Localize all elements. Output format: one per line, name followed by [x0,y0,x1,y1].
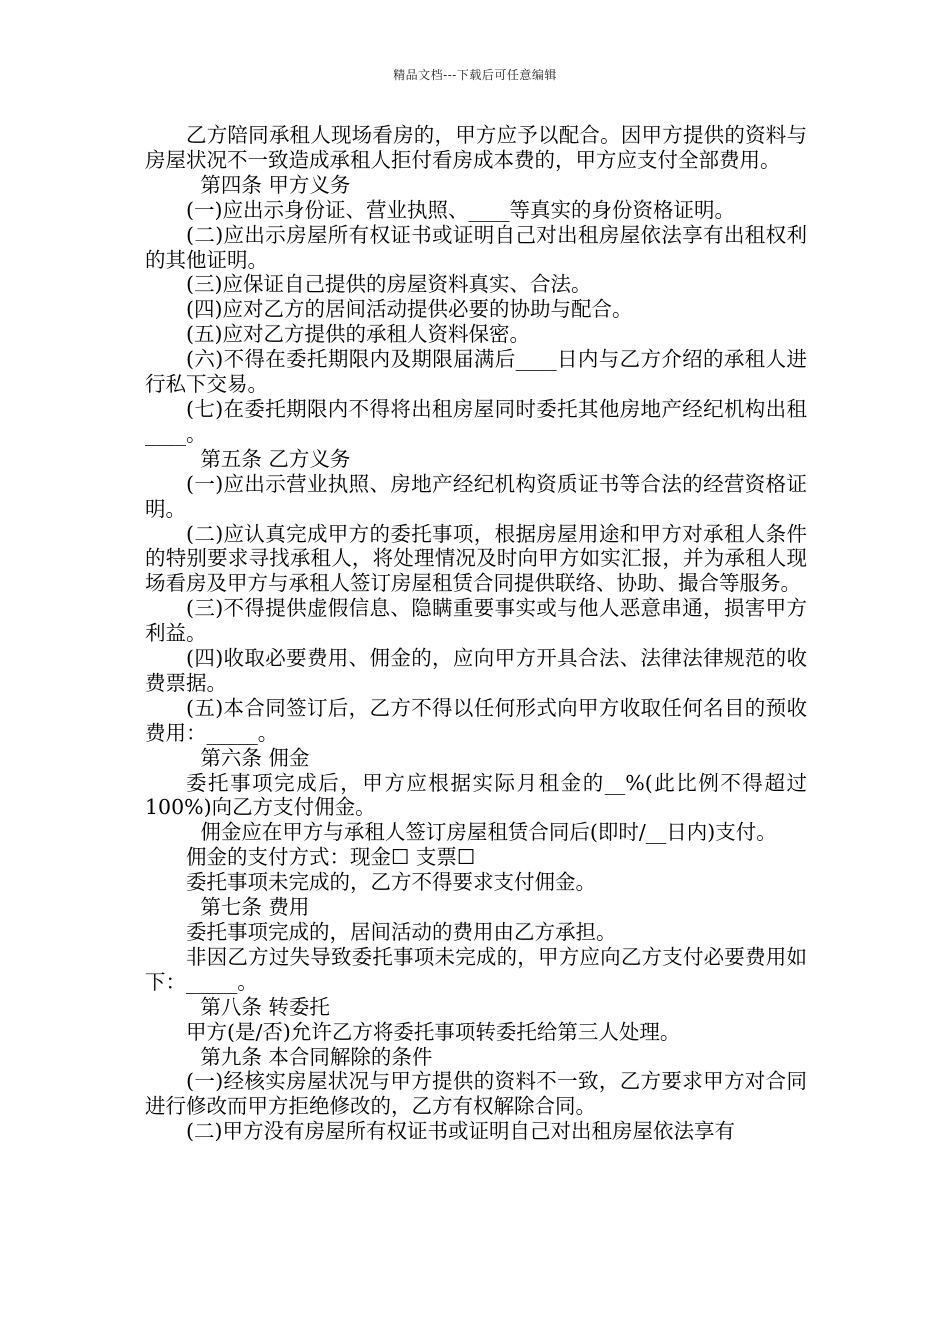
section-heading: 第六条 佣金 [200,745,310,770]
paragraph: (二)甲方没有房屋所有权证书或证明自己对出租房屋依法享有 [186,1119,735,1144]
paragraph: (三)应保证自己提供的房屋资料真实、合法。 [186,272,592,297]
paragraph: 非因乙方过失导致委托事项未完成的，甲方应向乙方支付必要费用如下：_____。 [145,944,807,994]
paragraph: (一)经核实房屋状况与甲方提供的资料不一致，乙方要求甲方对合同进行修改而甲方拒绝修改的，乙方有权解除合同。 [145,1069,807,1119]
section-heading: 第八条 转委托 [200,994,330,1019]
paragraph: (四)收取必要费用、佣金的，应向甲方开具合法、法律法律规范的收费票据。 [145,646,807,695]
paragraph: (三)不得提供虚假信息、隐瞒重要事实或与他人恶意串通，损害甲方利益。 [145,596,807,646]
page-header: 精品文档---下载后可任意编辑 [393,68,557,82]
paragraph: (二)应出示房屋所有权证书或证明自己对出租房屋依法享有出租权利的其他证明。 [145,222,807,272]
paragraph: 甲方(是/否)允许乙方将委托事项转委托给第三人处理。 [186,1019,681,1044]
paragraph: (一)应出示营业执照、房地产经纪机构资质证书等合法的经营资格证明。 [145,471,807,521]
paragraph: 佣金的支付方式：现金☐ 支票☐ [186,845,476,870]
paragraph: (五)本合同签订后，乙方不得以任何形式向甲方收取任何名目的预收费用：_____。 [145,695,807,745]
paragraph: 乙方陪同承租人现场看房的，甲方应予以配合。因甲方提供的资料与房屋状况不一致造成承租人拒付看房成本费的，甲方应支付全部费用。 [145,123,807,172]
section-heading: 第四条 甲方义务 [200,172,351,197]
section-heading: 第九条 本合同解除的条件 [200,1044,433,1069]
paragraph: (一)应出示身份证、营业执照、____等真实的身份资格证明。 [186,197,735,222]
paragraph: (六)不得在委托期限内及期限届满后____日内与乙方介绍的承租人进行私下交易。 [145,347,807,397]
paragraph: (四)应对乙方的居间活动提供必要的协助与配合。 [186,297,633,322]
paragraph: (二)应认真完成甲方的委托事项，根据房屋用途和甲方对承租人条件的特别要求寻找承租人，将处理情况及时向甲方如实汇报，并为承租人现场看房及甲方与承租人签订房屋租赁合同提供联络、协助、撮合等服务。 [145,521,807,596]
paragraph: (五)应对乙方提供的承租人资料保密。 [186,322,530,347]
paragraph: 委托事项未完成的，乙方不得要求支付佣金。 [186,870,596,895]
section-heading: 第五条 乙方义务 [200,446,351,471]
paragraph: 委托事项完成后，甲方应根据实际月租金的__%(此比例不得超过100%)向乙方支付佣金。 [145,770,807,820]
section-heading: 第七条 费用 [200,895,310,920]
paragraph: 委托事项完成的，居间活动的费用由乙方承担。 [186,920,617,944]
paragraph: 佣金应在甲方与承租人签订房屋租赁合同后(即时/__日内)支付。 [200,820,777,845]
document-body [145,123,807,1144]
paragraph: (七)在委托期限内不得将出租房屋同时委托其他房地产经纪机构出租____。 [145,396,807,446]
